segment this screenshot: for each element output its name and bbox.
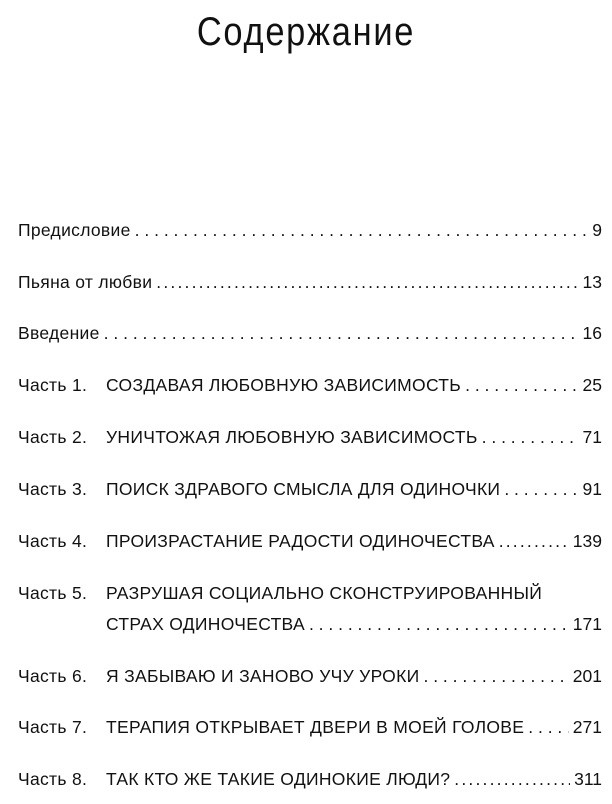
toc-entry-page: 171 — [572, 614, 602, 634]
toc-entry-page: 91 — [582, 479, 602, 499]
toc-entry-label: Я ЗАБЫВАЮ И ЗАНОВО УЧУ УРОКИ — [106, 666, 420, 686]
toc-entry-label: Пьяна от любви — [18, 272, 153, 292]
toc-entry-page: 71 — [582, 427, 602, 447]
toc-entry-part-6 — [18, 665, 602, 687]
toc-entry-page: 9 — [592, 220, 602, 240]
toc-entry-label-continued: СТРАХ ОДИНОЧЕСТВА — [106, 614, 305, 634]
toc-part-number: Часть 3. — [18, 479, 88, 499]
dot-leader — [104, 322, 579, 344]
toc-entry-label: РАЗРУШАЯ СОЦИАЛЬНО СКОНСТРУИРОВАННЫЙ — [106, 583, 543, 603]
toc-entry-drunk-on-love — [18, 271, 602, 293]
toc-entry-part-3 — [18, 478, 602, 500]
toc-part-number: Часть 5. — [18, 583, 88, 603]
dot-leader — [504, 478, 578, 500]
dot-leader — [482, 426, 579, 448]
toc-entry-label: ТАК КТО ЖЕ ТАКИЕ ОДИНОКИЕ ЛЮДИ? — [106, 769, 451, 789]
toc-part-number: Часть 1. — [18, 375, 88, 395]
toc-entry-page: 25 — [582, 375, 602, 395]
toc-part-number: Часть 8. — [18, 769, 88, 789]
toc-entry-part-5 — [18, 582, 602, 604]
toc-entry-label: ТЕРАПИЯ ОТКРЫВАЕТ ДВЕРИ В МОЕЙ ГОЛОВЕ — [106, 717, 525, 737]
toc-entry-page: 201 — [572, 666, 602, 686]
toc-entry-page: 271 — [572, 717, 602, 737]
toc-part-number: Часть 4. — [18, 531, 88, 551]
toc-entry-label: Предисловие — [18, 220, 131, 240]
toc-entry-label: ПРОИЗРАСТАНИЕ РАДОСТИ ОДИНОЧЕСТВА — [106, 531, 495, 551]
dot-leader — [499, 530, 569, 552]
toc-part-number: Часть 6. — [18, 666, 88, 686]
toc-entry-part-5-continued — [106, 613, 602, 635]
toc-entry-page: 13 — [582, 272, 602, 292]
dot-leader — [528, 716, 569, 738]
toc-part-number: Часть 2. — [18, 427, 88, 447]
toc-entry-page: 16 — [582, 323, 602, 343]
toc-entry-page: 311 — [574, 769, 602, 789]
toc-entry-preface — [18, 219, 602, 241]
toc-part-number: Часть 7. — [18, 717, 88, 737]
toc-entry-part-7 — [18, 716, 602, 738]
dot-leader — [135, 219, 586, 241]
dot-leader — [309, 613, 569, 635]
dot-leader — [454, 768, 570, 790]
toc-entry-part-4 — [18, 530, 602, 552]
toc-entry-introduction — [18, 322, 602, 344]
toc-entry-part-8 — [18, 768, 602, 790]
toc-entry-label: СОЗДАВАЯ ЛЮБОВНУЮ ЗАВИСИМОСТЬ — [106, 375, 462, 395]
toc-entry-page: 139 — [572, 531, 602, 551]
dot-leader — [465, 374, 578, 396]
page-title: Содержание — [196, 10, 416, 54]
toc-entry-label: ПОИСК ЗДРАВОГО СМЫСЛА ДЛЯ ОДИНОЧКИ — [106, 479, 501, 499]
dot-leader — [423, 665, 568, 687]
dot-leader — [156, 271, 578, 293]
toc-entry-part-2 — [18, 426, 602, 448]
toc-entry-label: УНИЧТОЖАЯ ЛЮБОВНУЮ ЗАВИСИМОСТЬ — [106, 427, 478, 447]
toc-entry-part-1 — [18, 374, 602, 396]
toc-entry-label: Введение — [18, 323, 100, 343]
